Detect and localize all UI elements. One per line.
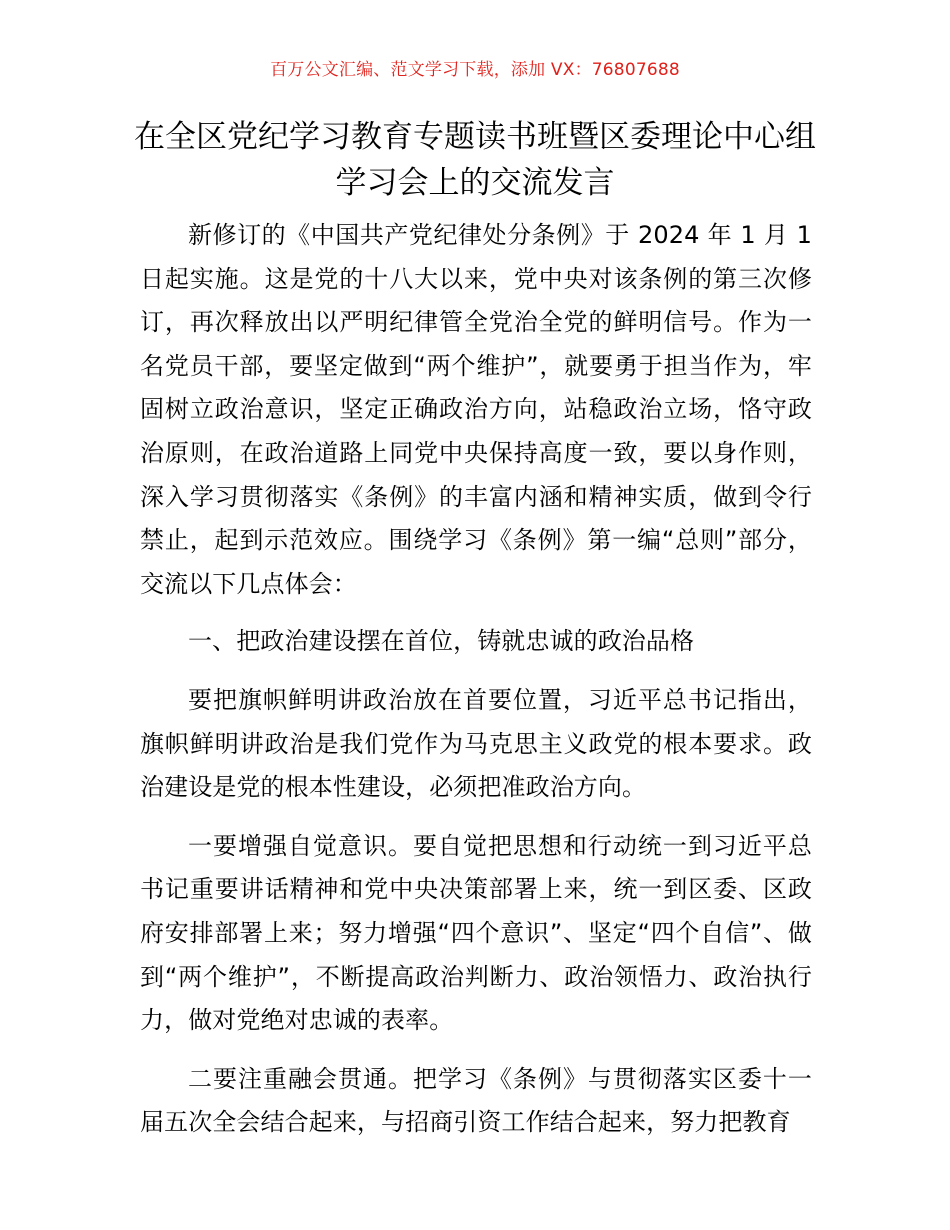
paragraph-political-priority: 要把旗帜鲜明讲政治放在首要位置，习近平总书记指出，旗帜鲜明讲政治是我们党作为马克思主义政党的根本要求。政治建设是党的根本性建设，必须把准政治方向。 [140, 685, 812, 802]
section-heading-1: 一、把政治建设摆在首位，铸就忠诚的政治品格 [188, 627, 695, 656]
paragraph-intro: 新修订的《中国共产党纪律处分条例》于 2024 年 1 月 1 日起实施。这是党的十八大以来，党中央对该条例的第三次修订，再次释放出以严明纪律管全党治全党的鲜明信号。作为一名党员干部，要坚定做到“两个维护”，就要勇于担当作为，牢固树立政治意识，坚定正确政治方向，站稳政治立场，恪守政治原则，在政治道路上同党中央保持高度一致，要以身作则，深入学习贯彻落实《条例》的丰富内涵和精神实质，做到令行禁止，起到示范效应。围绕学习《条例》第一编“总则”部分，交流以下几点体会： [140, 221, 812, 598]
document-body [140, 214, 812, 1145]
paragraph-point-1: 一要增强自觉意识。要自觉把思想和行动统一到习近平总书记重要讲话精神和党中央决策部署上来，统一到区委、区政府安排部署上来；努力增强“四个意识”、坚定“四个自信”、做到“两个维护”，不断提高政治判断力、政治领悟力、政治执行力，做对党绝对忠诚的表率。 [140, 831, 812, 1035]
document-title: 在全区党纪学习教育专题读书班暨区委理论中心组学习会上的交流发言 [134, 119, 816, 201]
header-banner: 百万公文汇编、范文学习下载，添加 VX：76807688 [270, 60, 680, 80]
paragraph-point-2: 二要注重融会贯通。把学习《条例》与贯彻落实区委十一届五次全会结合起来，与招商引资工作结合起来，努力把教育 [140, 1064, 812, 1137]
